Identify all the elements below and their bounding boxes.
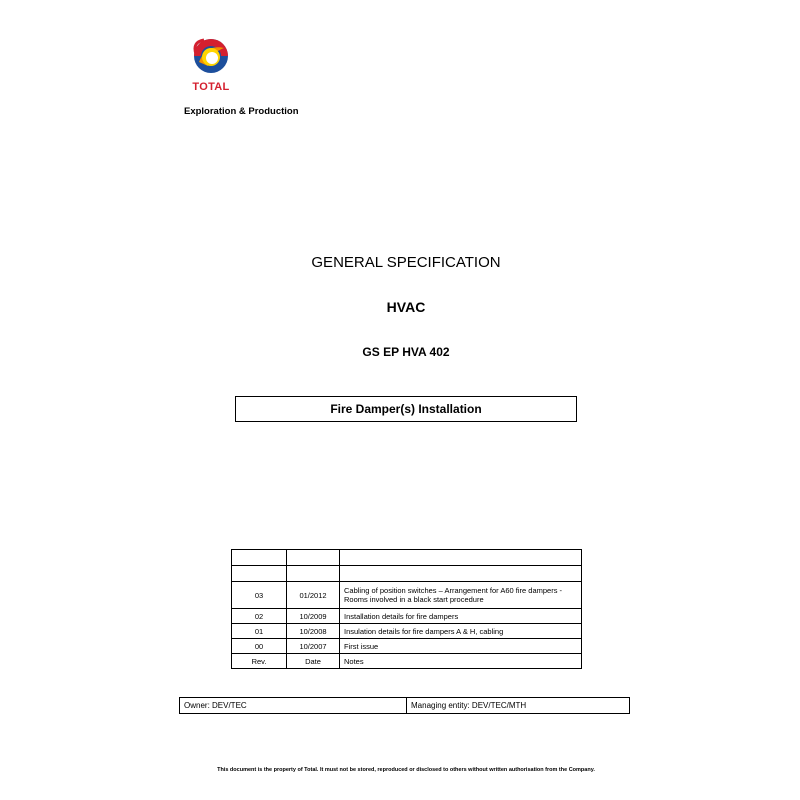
division-label: Exploration & Production — [184, 106, 299, 117]
date-header: Date — [287, 654, 340, 669]
rev-cell: 00 — [232, 639, 287, 654]
spec-type: GENERAL SPECIFICATION — [311, 254, 501, 271]
spec-code: GS EP HVA 402 — [362, 345, 450, 359]
spec-domain: HVAC — [386, 299, 426, 315]
rev-cell: 02 — [232, 609, 287, 624]
table-cell — [340, 550, 582, 566]
brand-name: TOTAL — [192, 81, 230, 93]
table-cell — [340, 566, 582, 582]
date-cell: 10/2009 — [287, 609, 340, 624]
spec-title: Fire Damper(s) Installation — [330, 402, 482, 416]
managing-entity-field: Managing entity: DEV/TEC/MTH — [411, 701, 527, 710]
table-cell — [232, 550, 287, 566]
table-row — [232, 624, 582, 639]
property-notice: This document is the property of Total. It must not be stored, reproduced or disclosed to others without written authorisation from the Company. — [217, 767, 595, 773]
notes-header: Notes — [340, 654, 582, 669]
table-cell — [287, 566, 340, 582]
rev-cell: 03 — [232, 582, 287, 609]
notes-cell: Cabling of position switches – Arrangement for A60 fire dampers - Rooms involved in a black start procedure — [340, 582, 582, 609]
table-cell — [287, 550, 340, 566]
notes-cell: Installation details for fire dampers — [340, 609, 582, 624]
table-row — [232, 609, 582, 624]
date-cell: 01/2012 — [287, 582, 340, 609]
ownership-box — [179, 697, 630, 714]
owner-field: Owner: DEV/TEC — [180, 698, 407, 713]
notes-cell: First issue — [340, 639, 582, 654]
spec-title-box — [235, 396, 577, 422]
revision-table — [231, 549, 582, 669]
date-cell: 10/2008 — [287, 624, 340, 639]
date-cell: 10/2007 — [287, 639, 340, 654]
table-header-row — [232, 654, 582, 669]
rev-header: Rev. — [232, 654, 287, 669]
total-logo-icon — [186, 32, 236, 82]
rev-cell: 01 — [232, 624, 287, 639]
table-row — [232, 566, 582, 582]
table-row — [232, 582, 582, 609]
table-row — [232, 550, 582, 566]
table-cell — [232, 566, 287, 582]
notes-cell: Insulation details for fire dampers A & H, cabling — [340, 624, 582, 639]
table-row — [232, 639, 582, 654]
